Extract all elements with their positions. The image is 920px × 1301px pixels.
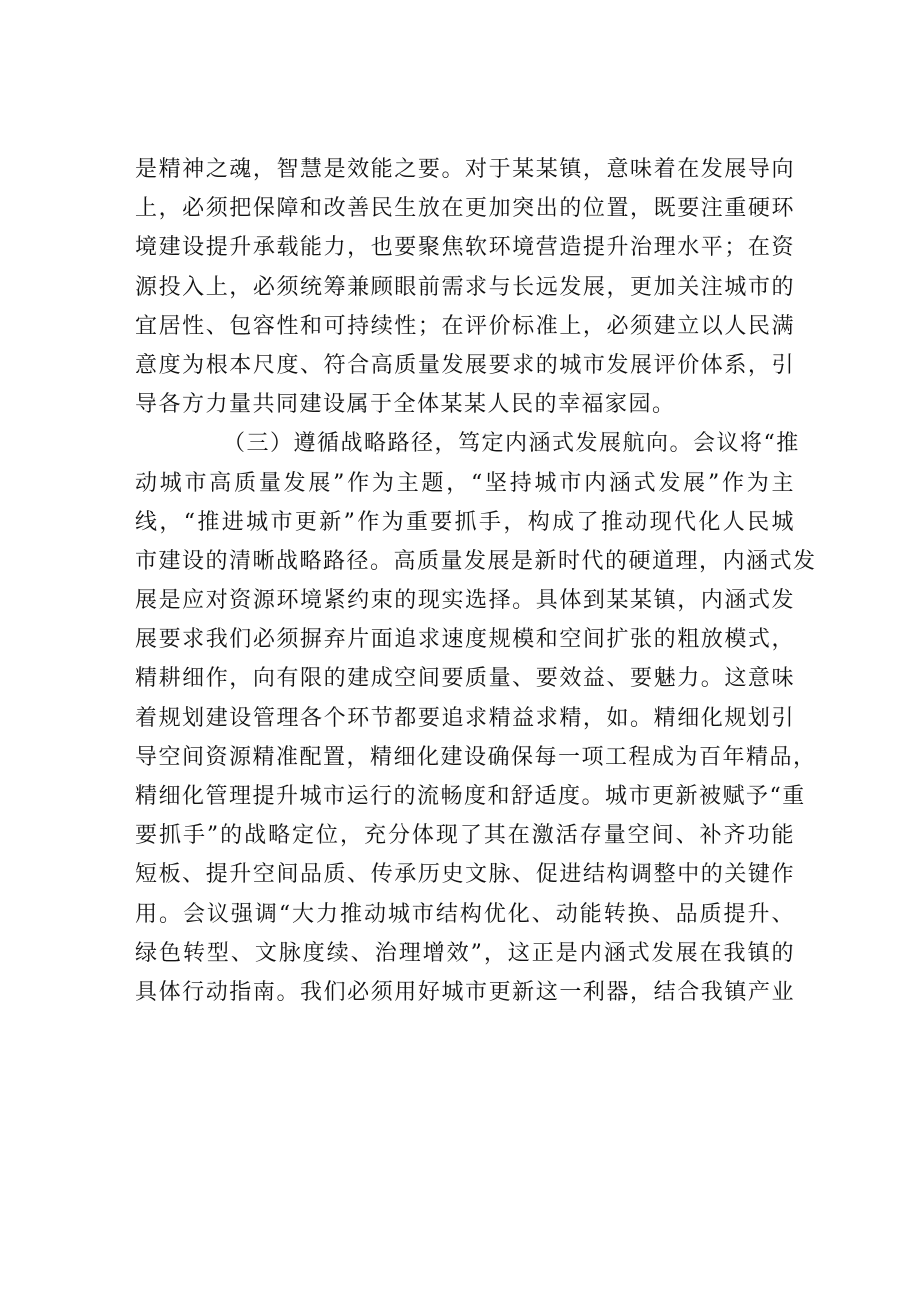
text-line: 展要求我们必须摒弃片面追求速度规模和空间扩张的粗放模式， — [135, 627, 795, 653]
section-heading-line: （三）遵循战略路径，笃定内涵式发展航向。会议将“推 — [223, 431, 800, 457]
text-line: 境建设提升承载能力，也要聚焦软环境营造提升治理水平；在资 — [135, 235, 795, 261]
text-line: 市建设的清晰战略路径。高质量发展是新时代的硬道理，内涵式发 — [135, 548, 817, 574]
text-line: 要抓手”的战略定位，充分体现了其在激活存量空间、补齐功能 — [135, 823, 795, 849]
text-line: 绿色转型、文脉度续、治理增效”，这正是内涵式发展在我镇的 — [135, 940, 795, 966]
text-line: 导各方力量共同建设属于全体某某人民的幸福家园。 — [135, 392, 676, 418]
text-line: 着规划建设管理各个环节都要追求精益求精，如。精细化规划引 — [135, 705, 795, 731]
body-text — [135, 150, 817, 1012]
text-line: 动城市高质量发展”作为主题，“坚持城市内涵式发展”作为主 — [135, 470, 795, 496]
text-line: 宜居性、包容性和可持续性；在评价标准上，必须建立以人民满 — [135, 313, 795, 339]
text-line: 源投入上，必须统筹兼顾眼前需求与长远发展，更加关注城市的 — [135, 274, 795, 300]
text-line: 精耕细作，向有限的建成空间要质量、要效益、要魅力。这意味 — [135, 666, 795, 692]
text-line: 短板、提升空间品质、传承历史文脉、促进结构调整中的关键作 — [135, 862, 795, 888]
text-line: 线，“推进城市更新”作为重要抓手，构成了推动现代化人民城 — [135, 509, 795, 535]
text-line: 意度为根本尺度、符合高质量发展要求的城市发展评价体系，引 — [135, 352, 795, 378]
text-line: 精细化管理提升城市运行的流畅度和舒适度。城市更新被赋予“重 — [135, 784, 806, 809]
text-line: 具体行动指南。我们必须用好城市更新这一利器，结合我镇产业 — [135, 979, 795, 1005]
text-line: 是精神之魂，智慧是效能之要。对于某某镇，意味着在发展导向 — [135, 157, 795, 182]
text-line: 导空间资源精准配置，精细化建设确保每一项工程成为百年精品， — [135, 744, 817, 770]
text-line: 用。会议强调“大力推动城市结构优化、动能转换、品质提升、 — [135, 901, 795, 927]
text-line: 上，必须把保障和改善民生放在更加突出的位置，既要注重硬环 — [135, 196, 795, 222]
paragraph-2 — [135, 424, 817, 1012]
paragraph-1 — [135, 150, 795, 424]
text-line: 展是应对资源环境紧约束的现实选择。具体到某某镇，内涵式发 — [135, 588, 795, 614]
